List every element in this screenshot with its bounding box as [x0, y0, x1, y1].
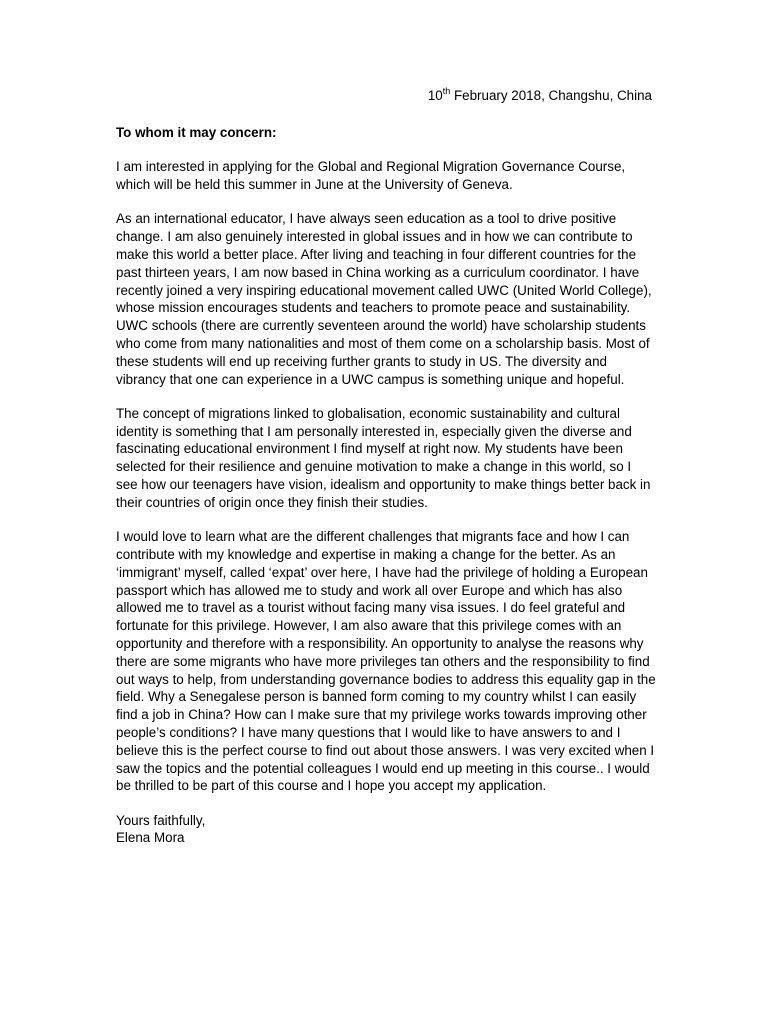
salutation: To whom it may concern: [116, 125, 277, 140]
closing-block [116, 812, 656, 848]
paragraph-intro: I am interested in applying for the Global and Regional Migration Governance Course, which will be held this summer in June at the University of Geneva. [116, 159, 626, 193]
date-rest: February 2018, Changshu, China [450, 88, 652, 103]
letter-body [116, 124, 656, 847]
paragraph-motivation: I would love to learn what are the different challenges that migrants face and how I can contribute with my knowledge and expertise in making a change for the better. As an ‘immigrant’ myself, called ‘expat’ over here, I have had the privilege of holding a European passport which has allowed me to study and work all over Europe and which has also allowed me to travel as a tourist without facing many visa issues. I do feel grateful and fortunate for this privilege. However, I am also aware that this privilege comes with an opportunity and therefore with a responsibility. An opportunity to analyse the reasons why there are some migrants who have more privileges tan others and the responsibility to find out ways to help, from understanding governance bodies to address this equality gap in the field. Why a Senegalese person is banned form coming to my country whilst I can easily find a job in China? How can I make sure that my privilege works towards improving other people’s conditions? I have many questions that I would like to have answers to and I believe this is the perfect course to find out about those answers. I was very excited when I saw the topics and the potential colleagues I would end up meeting in this course.. I would be thrilled to be part of this course and I hope you accept my application. [116, 529, 656, 794]
letter-date [428, 87, 652, 105]
closing-phrase: Yours faithfully, [116, 812, 206, 828]
paragraph-background: As an international educator, I have always seen education as a tool to drive positive change. I am also genuinely interested in global issues and in how we can contribute to make this world a better place. After living and teaching in four different countries for the past thirteen years, I am now based in China working as a curriculum coordinator. I have recently joined a very inspiring educational movement called UWC (United World College), whose mission encourages students and teachers to promote peace and sustainability. UWC schools (there are currently seventeen around the world) have scholarship students who come from many nationalities and most of them come on a scholarship basis. Most of these students will end up receiving further grants to study in US. The diversity and vibrancy that one can experience in a UWC campus is something unique and hopeful. [116, 211, 652, 387]
date-suffix: th [442, 85, 451, 96]
signature-name: Elena Mora [116, 830, 185, 846]
paragraph-interest: The concept of migrations linked to globalisation, economic sustainability and cultural identity is something that I am personally interested in, especially given the diverse and fascinating educational environment I find myself at right now. My students have been selected for their resilience and genuine motivation to make a change in this world, so I see how our teenagers have vision, idealism and opportunity to make things better back in their countries of origin once they finish their studies. [116, 405, 651, 510]
date-day: 10 [427, 88, 443, 103]
